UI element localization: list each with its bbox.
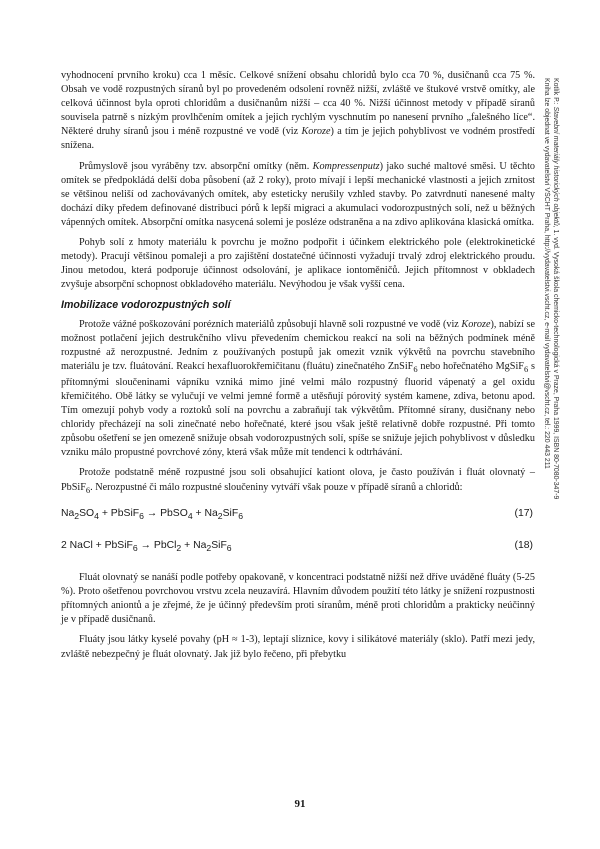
paragraph-6: Fluát olovnatý se nanáší podle potřeby opakovaně, v koncentraci podstatně nižší než dříve uváděné fluáty (5-25 %). Proto ošetřenou povrchovou vrstvu zcela neuzavírá. Hlavním důvodem použití této látky je snížení rozpustnosti přítomných aniontů a je zřejmé, že je účinný především proti síranům, méně proti chloridům a prakticky neúčinný je v případě dusičnanů. (61, 572, 535, 626)
paragraph-5: Protože podstatně méně rozpustné jsou soli obsahující kationt olova, je často používán i fluát olovnatý – PbSiF$_6$. Nerozpustné či málo rozpustné sloučeniny vytváří však pouze v případě síranů a chloridů: (61, 467, 535, 495)
equation-18 (61, 539, 535, 555)
page-body (61, 69, 535, 668)
page-number: 91 (294, 798, 306, 810)
equation-17 (61, 507, 535, 523)
subscript: 4 (94, 510, 99, 521)
citation-author: Kotlík P.: (552, 78, 559, 107)
subscript: 2 (217, 510, 223, 521)
equation-number: (18) (514, 539, 533, 551)
equation-formula: 2 NaCl + PbSiF$_6$ → PbCl$_2$ + $Na_2SiF_6$ (61, 539, 232, 553)
equation-number: (17) (514, 507, 533, 519)
citation-title: Stavební materiály historických objektů (552, 106, 559, 226)
paragraph-4: Protože vážné poškozování porézních materiálů způsobují hlavně soli rozpustné ve vodě (viz Koroze), nabízí se možnost potlačení jejich destrukčního vlivu převedením chemickou reakcí na soli na běžných podmínek méně rozpustné až nerozpustné. Jedním z používaných postupů jak omezit vznik výkvětů na povrchu stavebního materiálu je tzv. fluátování. Reakcí hexafluorokřemičitanu (fluátu) zinečnatého ZnSiF$_6$ nebo hořečnatého MgSiF$_6$ s přítomnými sloučeninami vápníku vzniká mimo jiné velmi málo rozpustný fluorid vápenatý a gel oxidu křemičitého. Obě látky se vylučují ve velmi jemné formě a utěsňují pórovitý systém kamene, zdiva, betonu apod. Tím omezují pohyb vody a roztoků solí na povrchu a zabraňují tak výkvětům. Přítomné sírany, dusičnany nebo chloridy přecházejí na soli zinečnaté nebo hořečnaté, které jsou však ještě relativně dobře rozpustné. Při tomto způsobu ošetření se jen omezeně snižuje obsah vodorozpustných solí, spíše se snižuje jejich pohyblivost v důsledku vzniku málo propustné povrchové zóny, která však může mít tendenci k odtrhávání. (61, 318, 535, 459)
side-citation-line-2: Kniha lze objednat ve vydavatelství VŠCHT Praha, http://vydavatelstvi.vscht.cz, e-mail vydavatelstvi@vscht.cz, tel.: 220 443 211 (543, 78, 550, 469)
subscript: 2 (74, 510, 80, 521)
paragraph-1: vyhodnocení prvního kroku) cca 1 měsíc. Celkové snížení obsahu chloridů bylo cca 70 %, dusičnanů cca 75 %. Obsah ve vodě rozpustných síranů byl po provedeném odsolení rovněž nižší, zvláště ve štukové vrstvě omítky, ale celková účinnost byla oproti chloridům a dusičnanům nižší – cca 40 %. Nižší účinnost metody v případě síranů souvisela patrně s nízkým provlhčením omítek a jejich rychlým vyschnutím po nanesení prvního „falešného líce“. Některé druhy síranů jsou i méně rozpustné ve vodě (viz Koroze) a tím je jejich pohyblivost ve vodném prostředí snížena. (61, 70, 536, 152)
subscript: 6 (139, 510, 144, 521)
subscript: 6 (238, 510, 244, 521)
side-citation-line-1 (551, 78, 560, 598)
equation-formula: $Na_2SO_4$ + PbSiF$_6$ → PbSO$_4$ + $Na_2SiF_6$ (61, 507, 244, 521)
subscript: 6 (132, 542, 138, 553)
subscript: 2 (206, 542, 212, 553)
citation-publisher: , 1. vyd. Vysoká škola chemicko-technologická v Praze, Praha 1999, ISBN 80-7080-347-9 (552, 225, 559, 500)
subscript: 4 (187, 510, 193, 521)
subscript: 2 (176, 542, 182, 553)
paragraph-3: Pohyb solí z hmoty materiálu k povrchu je možno podpořit i účinkem elektrického pole (elektrokinetické metody). Pracují většinou pomaleji a pro zajištění dostatečné účinnosti vyžadují trvalý zdroj elektrického proudu. Jinou metodou, která podporuje účinnost odsolování, je aplikace iontoměničů. Jejich přítomnost v obkladech zvyšuje absorpční schopnost obkladového materiálu. Nevýhodou je však vyšší cena. (61, 237, 535, 291)
paragraph-7: Fluáty jsou látky kyselé povahy (pH ≈ 1-3), leptají sliznice, kovy i silikátové materiály (sklo). Patří mezi jedy, zvláště nebezpečný je fluát olovnatý. Jak již bylo řečeno, při přebytku (61, 634, 535, 660)
section-heading: Imobilizace vodorozpustných solí (61, 299, 231, 312)
paragraph-2: Průmyslově jsou vyráběny tzv. absorpční omítky (něm. Kompressenputz) jako suché maltové směsi. U těchto omítek se předpokládá delší doba působení (až 2 roky), proto mívají i lepší mechanické vlastnosti a jejich zrnitost se většinou neliší od zachovávaných omítek, aby esteticky nerušily vzhled stavby. Po zatvrdnutí nanesené malty dochází díky předem definované distribuci pórů k lepší migraci a akumulaci vodorozpustných solí, než u běžných vápenných omítek. Absorpční omítka nasycená solemi je posléze odstraněna a na zdivo aplikována klasická omítka. (61, 160, 535, 228)
side-citation (538, 78, 560, 598)
subscript: 6 (226, 542, 232, 553)
